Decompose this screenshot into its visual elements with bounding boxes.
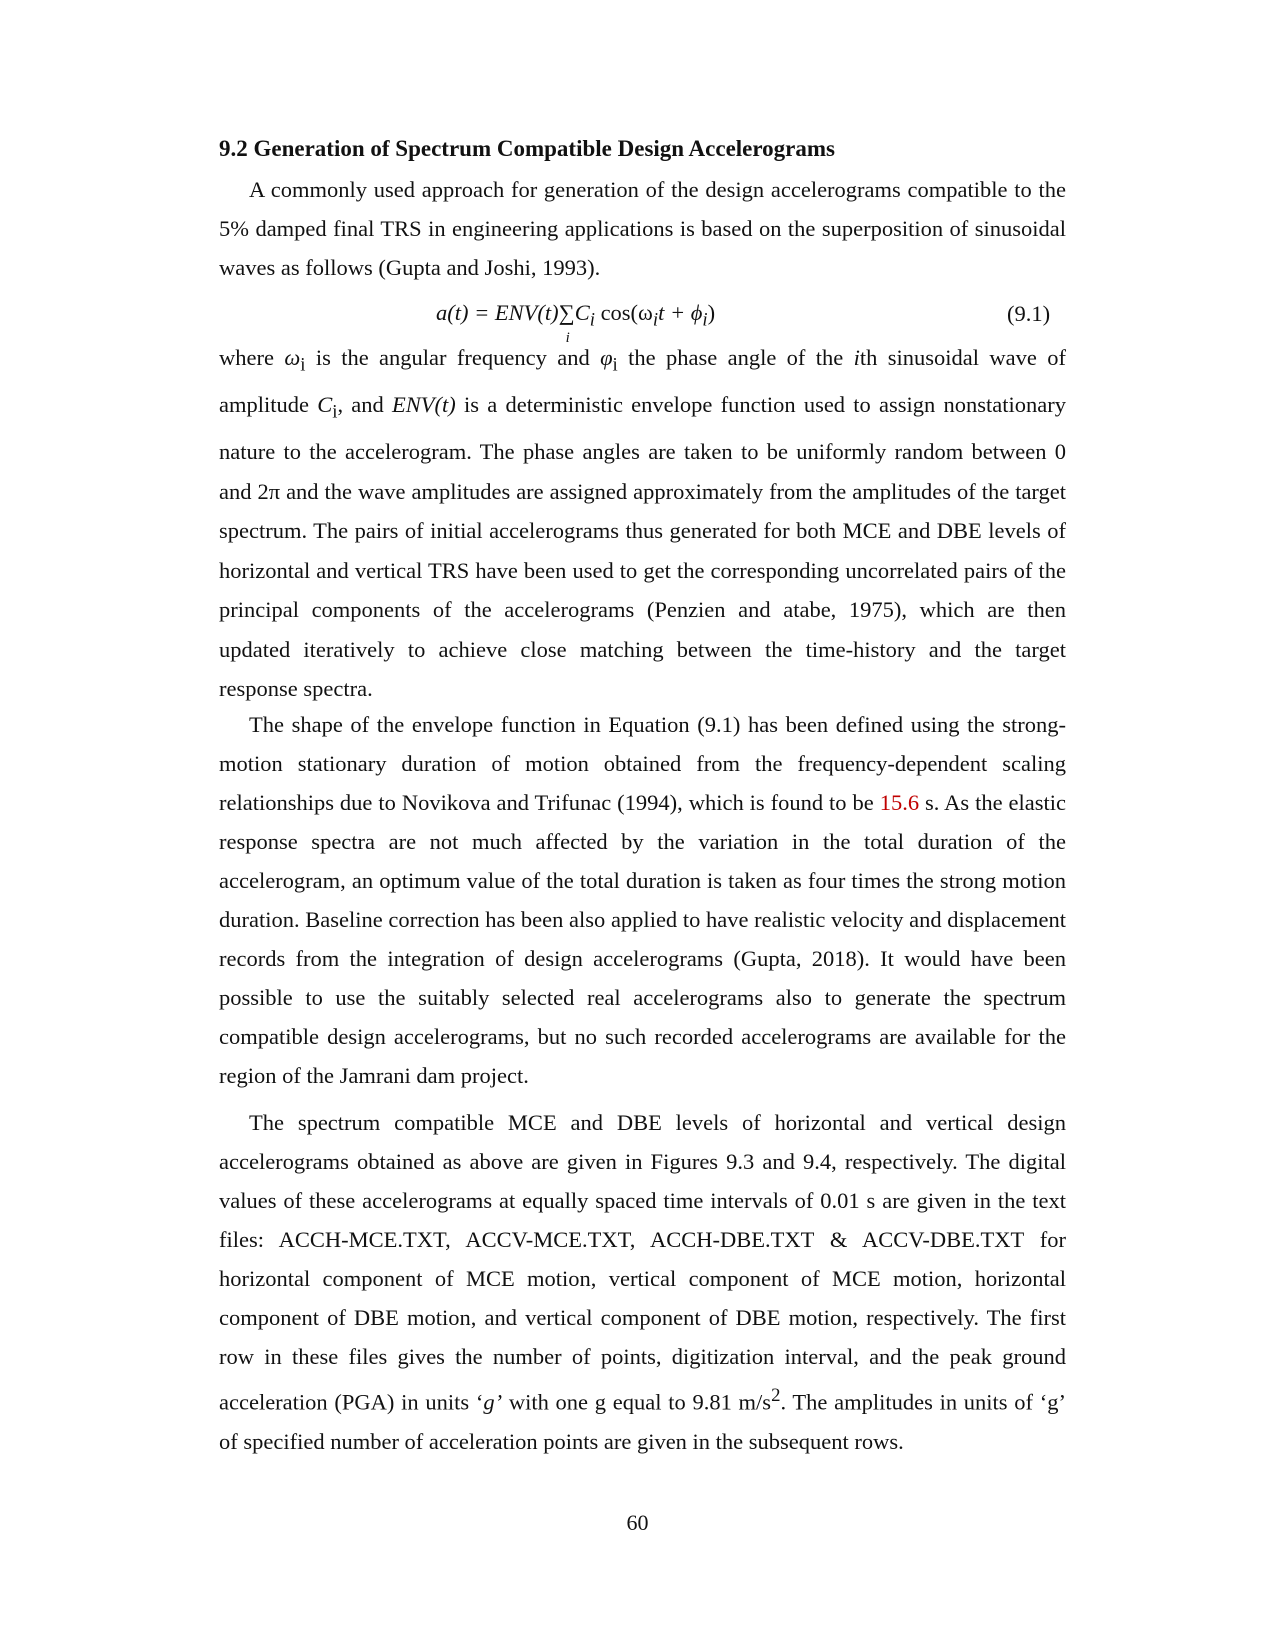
summation-symbol [558,300,575,346]
where-label: where [219,345,285,370]
amplitude-subscript: i [332,401,338,423]
equation-coef: C [574,300,590,325]
paragraph-files [219,1103,1066,1461]
equation-number: (9.1) [1007,301,1051,326]
equation-phi-sub: i [702,309,708,331]
phi-subscript: i [612,354,618,376]
ith-index: i [853,345,860,370]
intro-text: A commonly used approach for generation of the design accelerograms compatible to the 5% damped final TRS in engineering applications is based on the superposition of sinusoidal waves as follows (Gupta and Joshi, 1993). [219,177,1066,280]
envelope-text-2: s. As the elastic response spectra are not much affected by the variation in the total duration of the accelerogram, an optimum value of the total duration is taken as four times the strong motion duration. Baseline correction has been also applied to have realistic velocity and displacement records from the integration of design accelerograms (Gupta, 2018). It would have been possible to use the suitably selected real accelerograms also to generate the spectrum compatible design accelerograms, but no such recorded accelerograms are available for the region of the Jamrani dam project. [219,790,1066,1088]
equation-omega-sub: i [652,309,659,331]
summation-index: i [565,330,570,346]
section-heading: 9.2 Generation of Spectrum Compatible Design Accelerograms [219,136,836,161]
phi-symbol: φ [600,345,613,370]
exponent: 2 [771,1385,781,1406]
equation-coef-sub: i [589,309,595,331]
omega-subscript: i [300,354,306,376]
g-unit: g’ [483,1389,503,1415]
equation-9-1 [436,300,716,346]
equation-lhs: a(t) = ENV(t) [436,300,559,325]
where-text-4: , and [337,392,393,417]
page-number: 60 [626,1510,649,1535]
where-text-rest: is a deterministic envelope function used to assign nonstationary nature to the accelerogram. The phase angles are taken to be uniformly random between 0 and 2π and the wave amplitudes are assigned approximately from the amplitudes of the target spectrum. The pairs of initial accelerograms thus generated for both MCE and DBE levels of horizontal and vertical TRS have been used to get the corresponding uncorrelated pairs of the principal components of the accelerograms (Penzien and atabe, 1975), which are then updated iteratively to achieve close matching between the time-history and the target response spectra. [219,392,1066,701]
files-text-1: The spectrum compatible MCE and DBE levels of horizontal and vertical design accelerograms obtained as above are given in Figures 9.3 and 9.4, respectively. The digital values of these accelerograms at equally spaced time intervals of 0.01 s are given in the text files: ACCH-MCE.TXT, ACCV-MCE.TXT, ACCH-DBE.TXT & ACCV-DBE.TXT for horizontal component of MCE motion, vertical component of MCE motion, horizontal component of DBE motion, and vertical component of DBE motion, respectively. The first row in these files gives the number of points, digitization interval, and the peak ground acceleration (PGA) in units ‘ [219,1110,1066,1415]
where-text-2: the phase angle of the [617,345,854,370]
where-text-1: is the angular frequency and [305,345,601,370]
equation-func: cos(ω [594,300,653,325]
where-text-3: th sinusoidal wave of amplitude [219,345,1067,417]
paragraph-intro [219,170,1066,287]
omega-symbol: ω [284,345,301,370]
envelope-text-1: The shape of the envelope function in Equation (9.1) has been defined using the strong-motion stationary duration of motion obtained from the frequency-dependent scaling relationships due to Novikova and Trifunac (1994), which is found to be [219,712,1066,815]
files-text-2: with one g equal to 9.81 m/s [502,1389,772,1415]
paragraph-where [219,338,1066,709]
envelope-function: ENV(t) [392,392,456,417]
paragraph-envelope [219,705,1066,1095]
duration-value: 15.6 [879,790,920,815]
equation-close: ) [707,300,716,325]
summation-glyph: ∑ [558,300,575,325]
files-text-3: . The amplitudes in units of ‘g’ of specified number of acceleration points are given in the subsequent rows. [219,1389,1066,1454]
amplitude-symbol: C [317,392,333,417]
equation-t-plus: t + ϕ [658,300,703,325]
